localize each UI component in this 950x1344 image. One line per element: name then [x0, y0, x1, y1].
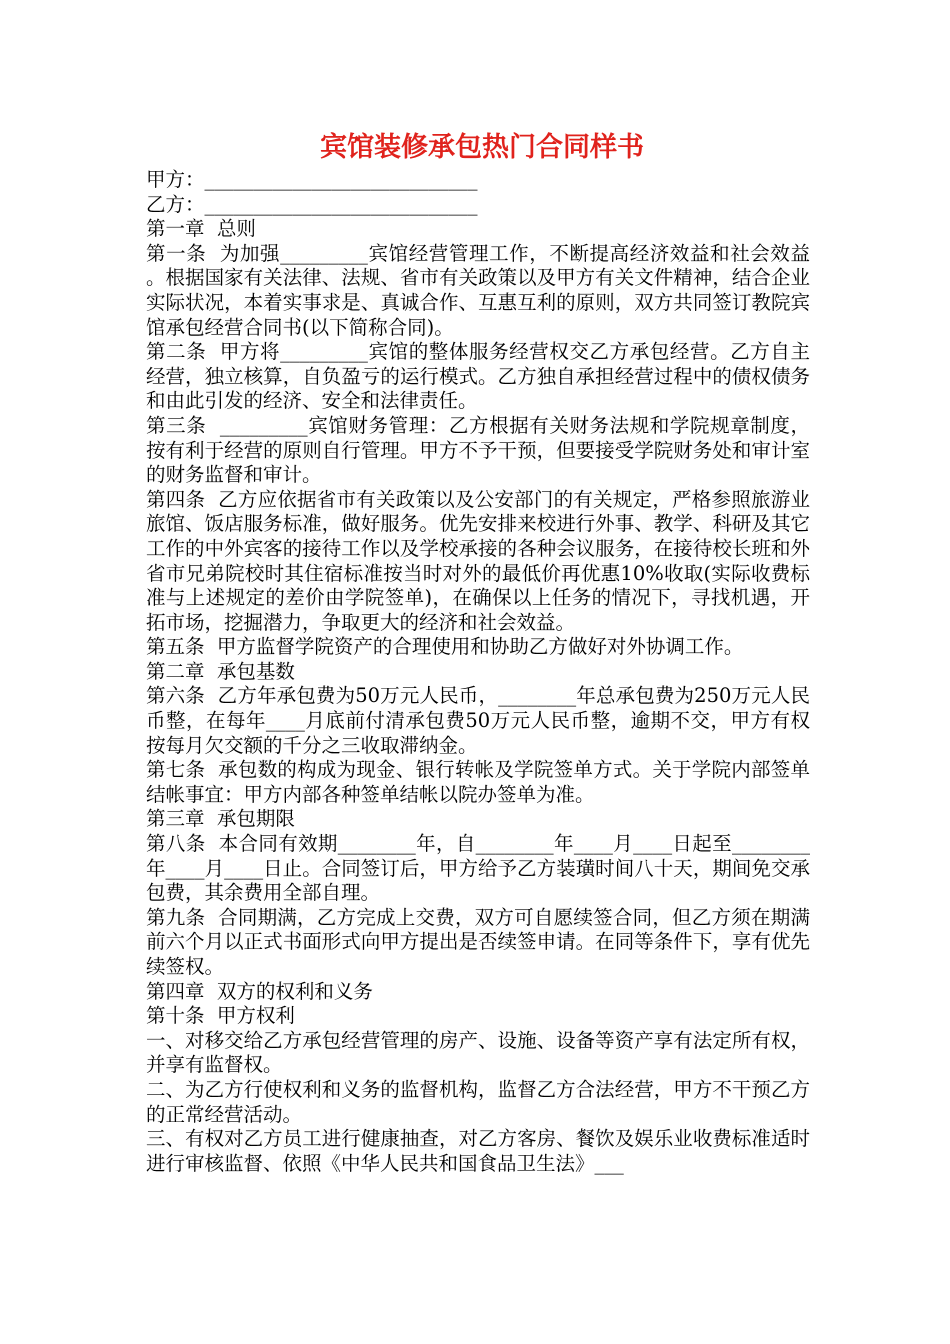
article-paragraph: 第二条 甲方将_________宾馆的整体服务经营权交乙方承包经营。乙方自主经营，独立核算，自负盈亏的运行模式。乙方独自承担经营过程中的债权债务和由此引发的经济、安全和法律责任。: [146, 340, 810, 413]
article-paragraph: 第七条 承包数的构成为现金、银行转帐及学院签单方式。关于学院内部签单结帐事宜：甲方内部各种签单结帐以院办签单为准。: [146, 758, 810, 806]
article-paragraph: 第一条 为加强_________宾馆经营管理工作，不断提高经济效益和社会效益。根据国家有关法律、法规、省市有关政策以及甲方有关文件精神，结合企业实际状况，本着实事求是、真诚合作、互惠互利的原则，双方共同签订教院宾馆承包经营合同书(以下简称合同)。: [146, 241, 810, 339]
party-a-line: 甲方：____________________________: [146, 168, 478, 191]
article-paragraph: 第六条 乙方年承包费为50万元人民币，________年总承包费为250万元人民币整，在每年____月底前付清承包费50万元人民币整，逾期不交，甲方有权按每月欠交额的千分之三收取滞纳金。: [146, 684, 810, 757]
document-title: 宾馆装修承包热门合同样书: [320, 132, 644, 163]
article-heading: 第十条 甲方权利: [146, 1004, 295, 1028]
party-b-line: 乙方：____________________________: [146, 192, 478, 216]
article-paragraph: 第九条 合同期满，乙方完成上交费，双方可自愿续签合同，但乙方须在期满前六个月以正式书面形式向甲方提出是否续签申请。在同等条件下，享有优先续签权。: [146, 905, 810, 978]
list-item: 三、有权对乙方员工进行健康抽查，对乙方客房、餐饮及娱乐业收费标准适时进行审核监督、依照《中华人民共和国食品卫生法》___: [146, 1127, 810, 1175]
document-page: [146, 130, 810, 1176]
chapter-heading: 第二章 承包基数: [146, 659, 295, 683]
article-paragraph: 第五条 甲方监督学院资产的合理使用和协助乙方做好对外协调工作。: [146, 635, 744, 659]
document-body: [146, 168, 810, 1176]
list-item: 一、对移交给乙方承包经营管理的房产、设施、设备等资产享有法定所有权，并享有监督权。: [146, 1028, 810, 1077]
chapter-heading: 第四章 双方的权利和义务: [146, 979, 373, 1003]
chapter-heading: 第一章 总则: [146, 217, 256, 241]
article-paragraph: 第四条 乙方应依据省市有关政策以及公安部门的有关规定，严格参照旅游业旅馆、饭店服务标准，做好服务。优先安排来校进行外事、教学、科研及其它工作的中外宾客的接待工作以及学校承接的各种会议服务，在接待校长班和外省市兄弟院校时其住宿标准按当时对外的最低价再优惠10%收取(实际收费标准与上述规定的差价由学院签单)，在确保以上任务的情况下，寻找机遇，开拓市场，挖掘潜力，争取更大的经济和社会效益。: [146, 487, 810, 634]
chapter-heading: 第三章 承包期限: [146, 807, 295, 831]
article-paragraph: 第八条 本合同有效期________年，自________年____月____日起至________年____月____日止。合同签订后，甲方给予乙方装璜时间八十天，期间免交承包费，其余费用全部自理。: [146, 832, 810, 905]
list-item: 二、为乙方行使权利和义务的监督机构，监督乙方合法经营，甲方不干预乙方的正常经营活动。: [146, 1077, 810, 1126]
article-paragraph: 第三条 _________宾馆财务管理：乙方根据有关财务法规和学院规章制度，按有利于经营的原则自行管理。甲方不予干预，但要接受学院财务处和审计室的财务监督和审计。: [146, 413, 810, 487]
